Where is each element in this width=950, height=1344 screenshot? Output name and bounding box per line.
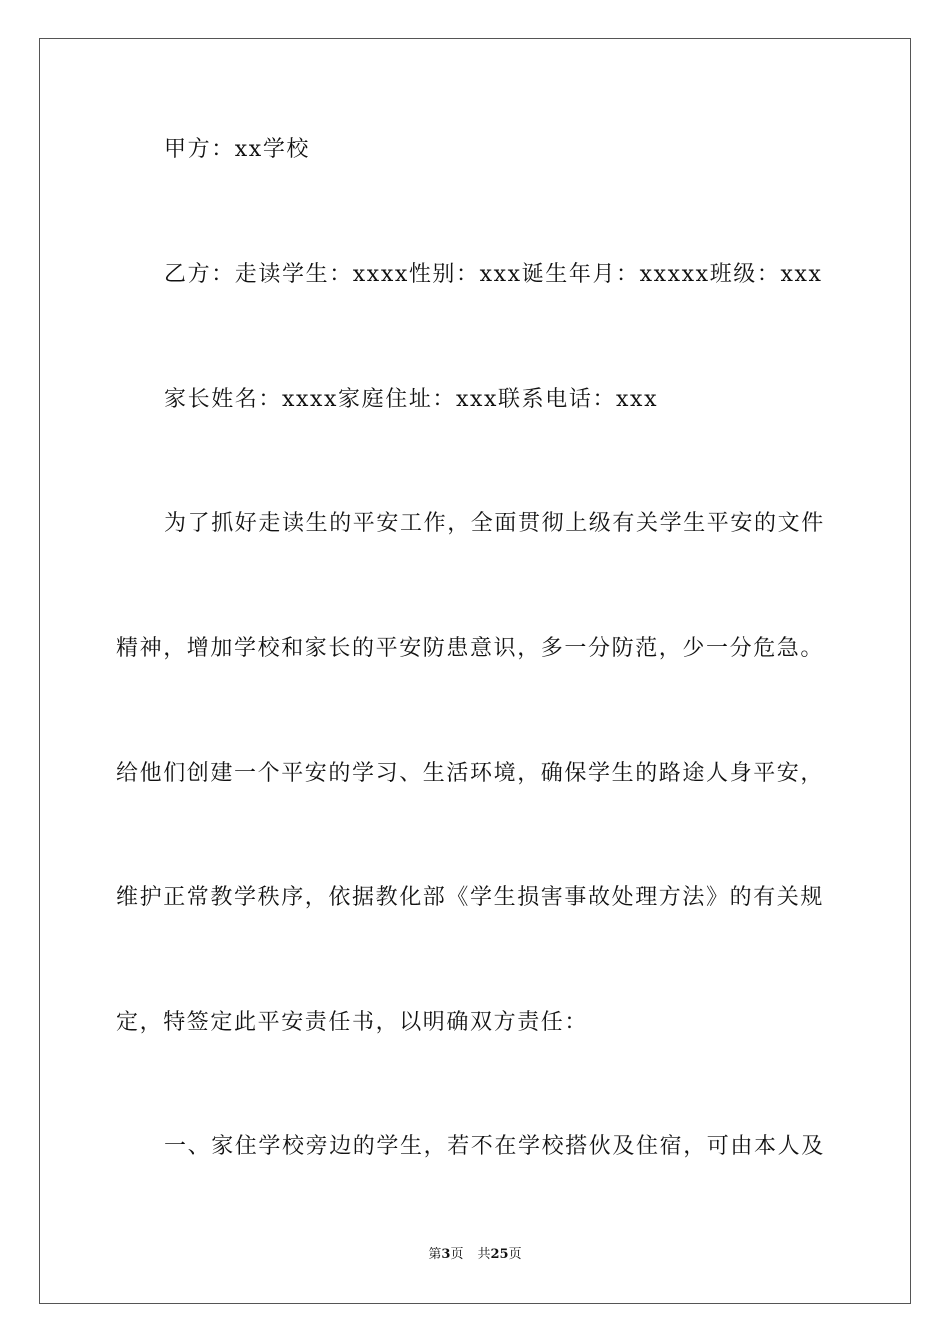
party-a-line: 甲方：xx学校 bbox=[164, 137, 311, 162]
body-paragraph-line-5: 定，特签定此平安责任书，以明确双方责任： bbox=[116, 1010, 589, 1035]
body-paragraph-line-2: 精神，增加学校和家长的平安防患意识，多一分防范，少一分危急。 bbox=[116, 636, 825, 661]
footer-page-prefix: 第 bbox=[428, 1247, 442, 1262]
page-footer bbox=[0, 1247, 950, 1263]
footer-page-suffix: 页 bbox=[450, 1247, 464, 1262]
body-paragraph-line-4: 维护正常教学秩序，依据教化部《学生损害事故处理方法》的有关规 bbox=[116, 885, 825, 910]
body-paragraph-line-1: 为了抓好走读生的平安工作，全面贯彻上级有关学生平安的文件 bbox=[164, 511, 825, 536]
clause-one-line: 一、家住学校旁边的学生，若不在学校搭伙及住宿，可由本人及 bbox=[164, 1134, 825, 1159]
body-paragraph-line-3: 给他们创建一个平安的学习、生活环境，确保学生的路途人身平安， bbox=[116, 761, 825, 786]
footer-total-prefix: 共 bbox=[477, 1247, 491, 1262]
parent-info-line: 家长姓名：xxxx家庭住址：xxx联系电话：xxx bbox=[164, 387, 659, 412]
footer-page-number: 3 bbox=[441, 1247, 451, 1262]
footer-total-suffix: 页 bbox=[508, 1247, 522, 1262]
page-frame bbox=[39, 38, 911, 1304]
footer-total-pages: 25 bbox=[490, 1247, 509, 1262]
party-b-line: 乙方：走读学生：xxxx性别：xxx诞生年月：xxxxx班级：xxx bbox=[164, 262, 823, 287]
